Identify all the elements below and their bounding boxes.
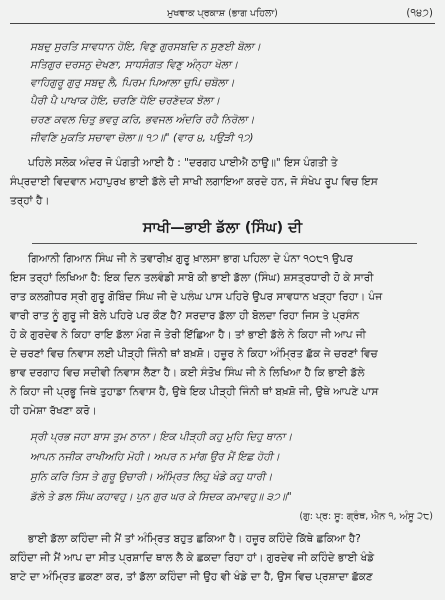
header-rule: [10, 23, 435, 24]
paragraph-line: ਸੰਪ੍ਰਦਾਈ ਵਿਦਵਾਨ ਮਹਾਪੁਰਖ ਭਾਈ ਡੱਲੇ ਦੀ ਸਾਖੀ ਲਗਾਇਆ ਕਰਦੇ ਹਨ, ਜੋ ਸੰਖੇਪ ਰੂਪ ਵਿਚ ਇਸ: [10, 176, 378, 188]
verse-line: ਆਪਨ ਨਜੀਕ ਰਾਖੀਅਹਿ ਮੋਹੀ। ਅਪਰ ਨ ਮਾਂਗ ਉਰ ਮੈਂ ਇਛ ਹੋਹੀ।: [30, 451, 280, 463]
paragraph-line: ਭਾਵ ਦਰਗਾਹ ਵਿਚ ਸਦੀਵੀ ਨਿਵਾਸ ਲੈਣਾ ਹੈ। ਕਈ ਸੰਤੋਖ ਸਿੰਘ ਜੀ ਨੇ ਲਿਖਿਆ ਹੈ ਕਿ ਭਾਈ ਡੱਲੇ: [10, 367, 365, 379]
paragraph-line: ਕਹਿੰਦਾ ਜੀ ਮੈਂ ਆਪ ਦਾ ਸੀਤ ਪ੍ਰਸ਼ਾਦਿ ਥਾਲ ਲੈ ਕੇ ਛਕਦਾ ਰਿਹਾ ਹਾਂ। ਗੁਰਦੇਵ ਜੀ ਕਹਿੰਦੇ ਭਾਈ ਖੰਡੇ: [10, 552, 375, 564]
heading-rule: [32, 243, 417, 244]
paragraph-line: ਪਹਿਲੇ ਸਲੋਕ ਅੰਦਰ ਜੋ ਪੰਗਤੀ ਆਈ ਹੈ : "ਦਰਗਹ ਪਾਈਐ ਠਾਉ॥" ਇਸ ਪੰਗਤੀ ਤੇ: [28, 157, 338, 169]
section-heading: ਸਾਖੀ—ਭਾਈ ਡੱਲਾ (ਸਿੰਘ) ਦੀ: [142, 220, 303, 236]
verse-line: ਜੀਵਣਿ ਮੁਕਤਿ ਸਚਾਵਾ ਚੋਲਾ॥ ੧੭॥" (ਵਾਰ ੪, ਪਉੜੀ ੧੭): [30, 132, 254, 144]
paragraph-line: ਭਾਈ ਡੱਲਾ ਕਹਿੰਦਾ ਜੀ ਮੈਂ ਤਾਂ ਅੰਮ੍ਰਿਤ ਬਹੁਤ ਛਕਿਆ ਹੈ। ਹਜ਼ੂਰ ਕਹਿੰਦੇ ਕਿੱਥੇ ਛਕਿਆ ਹੈ?: [28, 533, 361, 545]
paragraph-line: ਨੇ ਕਿਹਾ ਜੀ ਪ੍ਰਭੂ ਜਿਥੇ ਤੁਹਾਡਾ ਨਿਵਾਸ ਹੈ, ਉਥੇ ਇਕ ਪੀੜ੍ਹੀ ਜਿੰਨੀ ਥਾਂ ਬਖ਼ਸ਼ੋ ਜੀ, ਉਥੇ ਆਪਣੇ ਪਾਸ: [10, 386, 379, 398]
verse-line: ਵਾਹਿਗੁਰੂ ਗੁਰੁ ਸਬਦੁ ਲੈ, ਪਿਰਮ ਪਿਆਲਾ ਚੁਪਿ ਚਬੋਲਾ।: [30, 77, 235, 89]
page-header: [10, 6, 435, 24]
paragraph-line: ਇਸ ਤਰ੍ਹਾਂ ਲਿਖਿਆ ਹੈ: ਇਕ ਦਿਨ ਤਲਵੰਡੀ ਸਾਬੋ ਕੀ ਭਾਈ ਡੱਲਾ (ਸਿੰਘ) ਸ਼ਸਤ੍ਰਧਾਰੀ ਹੋ ਕੇ ਸਾਰੀ: [10, 272, 374, 284]
verse-line: ਪੈਰੀ ਪੈ ਪਾਖਾਕ ਹੋਇ, ਚਰਣਿ ਧੋਇ ਚਰਣੋਦਕ ਝੋਲਾ।: [30, 95, 220, 107]
running-title: ਮੁਖਵਾਕ ਪ੍ਰਕਾਸ਼ (ਭਾਗ ਪਹਿਲਾ): [167, 8, 278, 19]
verse-line: ਸਬਦੁ ਸੁਰਤਿ ਸਾਵਧਾਨ ਹੋਇ, ਵਿਣੁ ਗੁਰਸਬਦਿ ਨ ਸੁਣਈ ਬੋਲਾ।: [30, 41, 261, 53]
paragraph-line: ਵਾਰੀ ਰਾਤ ਨੂੰ ਗੁਰੂ ਜੀ ਬੋਲੇ ਪਹਿਰੇ ਪਰ ਕੌਣ ਹੈ? ਸਰਦਾਰ ਡੱਲਾ ਹੀ ਬੋਲਦਾ ਰਿਹਾ ਜਿਸ ਤੇ ਪ੍ਰਸੰਨ: [10, 310, 360, 322]
paragraph-line: ਤਰ੍ਹਾਂ ਹੈ।: [10, 195, 50, 207]
page-number: (੧੪੭): [406, 7, 433, 19]
paragraph-line: ਹੋ ਕੇ ਗੁਰਦੇਵ ਨੇ ਕਿਹਾ ਰਾਇ ਡੱਲਾ ਮੰਗ ਜੋ ਤੇਰੀ ਇੱਛਿਆ ਹੈ। ਤਾਂ ਭਾਈ ਡੱਲੇ ਨੇ ਕਿਹਾ ਜੀ ਆਪ ਜੀ: [10, 329, 366, 341]
paragraph-line: ਰਾਤ ਕਲਗੀਧਰ ਸ੍ਰੀ ਗੁਰੂ ਗੋਬਿੰਦ ਸਿੰਘ ਜੀ ਦੇ ਪਲੰਘ ਪਾਸ ਪਹਿਰੇ ਉਪਰ ਸਾਵਧਾਨ ਖੜ੍ਹਾ ਰਿਹਾ। ਪੰਜ: [10, 291, 383, 303]
verse-line: ਚਰਣ ਕਵਲ ਚਿਤੁ ਭਵਰੁ ਕਰਿ, ਭਵਜਲ ਅੰਦਰਿ ਰਹੈ ਨਿਰੋਲਾ।: [30, 114, 255, 126]
paragraph-line: ਹੀ ਹਮੇਸ਼ਾ ਰੱਖਣਾ ਕਰੋ।: [10, 405, 97, 417]
verse-line: ਸੁਨਿ ਕਰਿ ਤਿਸ ਤੇ ਗੁਰੂ ਉਚਾਰੀ। ਅੰਮ੍ਰਿਤ ਲਿਹੁ ਖੰਡੇ ਕਹੁ ਧਾਰੀ।: [30, 471, 273, 483]
paragraph-line: ਬਾਟੇ ਦਾ ਅੰਮ੍ਰਿਤ ਛਕਣਾ ਕਰ, ਤਾਂ ਡੱਲਾ ਕਹਿੰਦਾ ਜੀ ਉਹ ਵੀ ਖੰਡੇ ਦਾ ਹੈ, ਉਸ ਵਿਚ ਪ੍ਰਸ਼ਾਦਾ ਛੱਕਣ: [10, 571, 373, 583]
verse-line: ਡੱਲੇ ਤੇ ਡਲ ਸਿੰਘ ਕਹਾਵਹੁ। ਪੁਨ ਗੁਰ ਘਰ ਕੇ ਸਿਦਕ ਕਮਾਵਹੁ॥ ੩੭॥": [30, 491, 292, 503]
paragraph-line: ਗਿਆਨੀ ਗਿਆਨ ਸਿੰਘ ਜੀ ਨੇ ਤਵਾਰੀਖ਼ ਗੁਰੂ ਖ਼ਾਲਸਾ ਭਾਗ ਪਹਿਲਾ ਦੇ ਪੰਨਾ ੧੦੮੧ ਉਪਰ: [28, 253, 353, 265]
source-reference: (ਗੁ: ਪ੍ਰ: ਸੂ: ਗ੍ਰੰਥ, ਐਨ ੧, ਅੰਸੂ ੨੮): [299, 511, 433, 522]
verse-line: ਸਤਿਗੁਰ ਦਰਸਨੁ ਦੇਖਣਾ, ਸਾਧਸੰਗਤ ਵਿਣੁ ਅੰਨ੍ਹਾ ਖੋਲਾ।: [30, 59, 239, 71]
paragraph-line: ਦੇ ਚਰਣਾਂ ਵਿਚ ਨਿਵਾਸ ਲਈ ਪੀੜ੍ਹੀ ਜਿੰਨੀ ਥਾਂ ਬਖ਼ਸ਼ੋ। ਹਜ਼ੂਰ ਨੇ ਕਿਹਾ ਅੰਮ੍ਰਿਤ ਛੱਕ ਜੇ ਚਰਣਾਂ ਵਿਚ: [10, 348, 378, 360]
verse-line: ਸ੍ਰੀ ਪ੍ਰਭ ਜਹਾ ਬਾਸ ਤੁਮ ਠਾਨਾ। ਇਕ ਪੀੜ੍ਹੀ ਕਹੁ ਮੁਹਿ ਦਿਹੁ ਥਾਨਾ।: [30, 431, 293, 443]
